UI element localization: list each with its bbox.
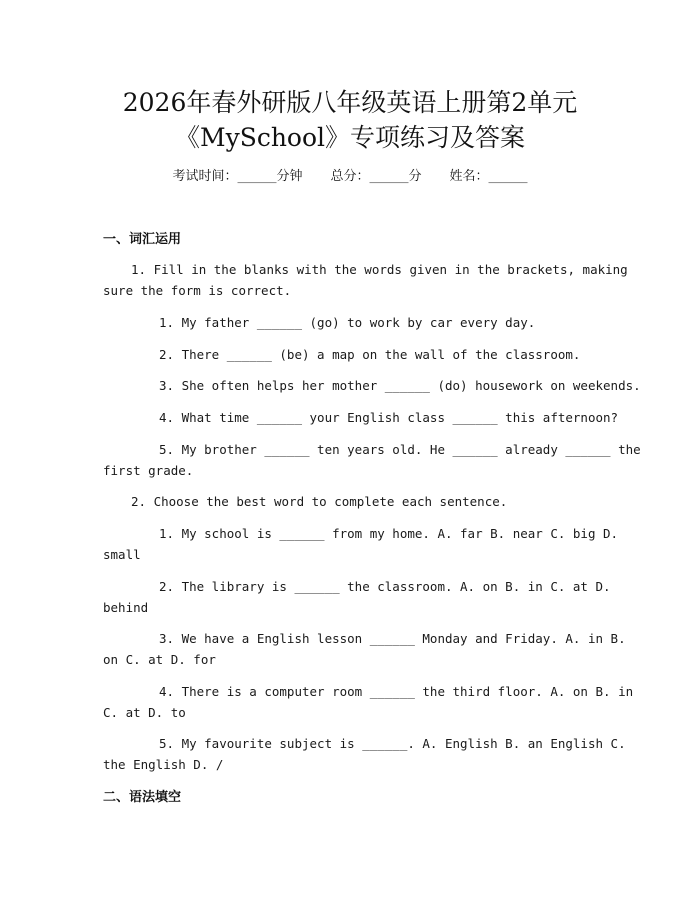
question-2-item-2-cont: behind [103,600,149,615]
question-2-item-5: 5. My favourite subject is ______. A. English B. an English C. [159,736,626,751]
exam-time-label: 考试时间：______分钟 [172,169,303,184]
document-title-line-2: 《MySchool》专项练习及答案 [174,123,526,152]
question-2-item-1: 1. My school is ______ from my home. A. far B. near C. big D. [159,526,619,541]
question-1-item-1: 1. My father ______ (go) to work by car every day. [159,315,536,330]
total-score-label: 总分：______分 [330,169,422,184]
question-1-item-3: 3. She often helps her mother ______ (do) housework on weekends. [159,378,641,393]
question-1-item-2: 2. There ______ (be) a map on the wall of the classroom. [159,347,581,362]
question-2-item-3-cont: on C. at D. for [103,652,216,667]
question-1-instruction-cont: sure the form is correct. [103,283,292,298]
question-2-item-1-cont: small [103,547,141,562]
document-title-line-1: 2026年春外研版八年级英语上册第2单元 [122,88,578,117]
question-1-item-5: 5. My brother ______ ten years old. He ______ already ______ the [159,442,641,457]
question-2-item-3: 3. We have a English lesson ______ Monday and Friday. A. in B. [159,631,626,646]
question-1-item-5-cont: first grade. [103,463,194,478]
question-2-instruction: 2. Choose the best word to complete each sentence. [131,494,508,509]
question-2-item-5-cont: the English D. / [103,757,224,772]
section-heading-grammar: 二、语法填空 [103,790,182,805]
question-1-item-4: 4. What time ______ your English class ______ this afternoon? [159,410,619,425]
student-name-label: 姓名：______ [449,169,528,184]
question-1-instruction: 1. Fill in the blanks with the words given in the brackets, making [131,262,628,277]
question-2-item-4-cont: C. at D. to [103,705,186,720]
question-2-item-2: 2. The library is ______ the classroom. A. on B. in C. at D. [159,579,611,594]
question-2-item-4: 4. There is a computer room ______ the third floor. A. on B. in [159,684,634,699]
exam-meta [0,168,700,186]
section-heading-vocabulary: 一、词汇运用 [103,232,182,247]
